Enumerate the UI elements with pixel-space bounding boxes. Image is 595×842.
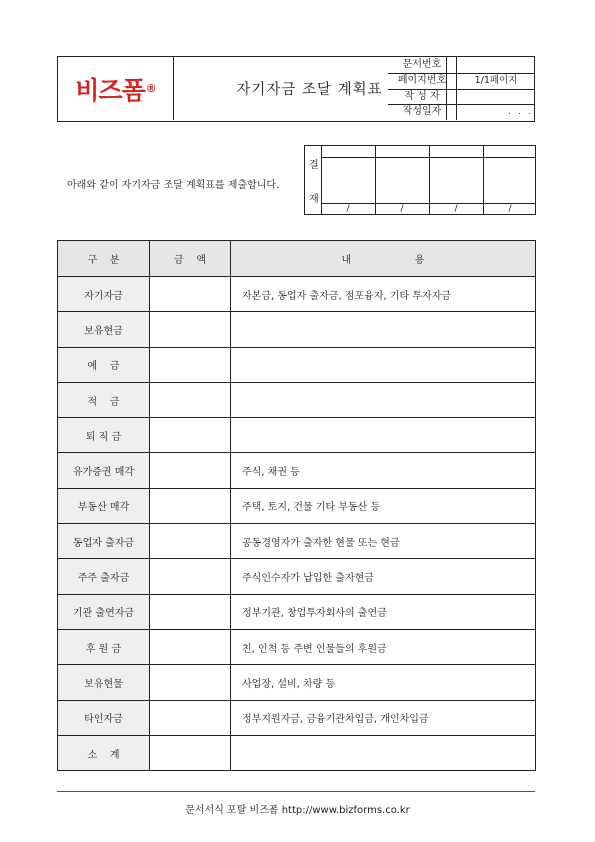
row-category: 타인자금 — [58, 700, 150, 735]
bizforms-logo — [58, 57, 174, 120]
row-category: 기관 출연자금 — [58, 594, 150, 629]
row-content[interactable] — [231, 312, 536, 347]
approval-date-3[interactable]: / — [454, 204, 458, 214]
table-row — [58, 347, 536, 382]
table-row — [58, 488, 536, 523]
row-category: 부동산 매각 — [58, 488, 150, 523]
header-content: 내 용 — [231, 241, 536, 277]
table-row — [58, 665, 536, 700]
header-category: 구 분 — [58, 241, 150, 277]
row-category: 예 금 — [58, 347, 150, 382]
meta-value-author[interactable] — [457, 89, 535, 105]
row-content[interactable]: 친, 인척 등 주변 인물들의 후원금 — [231, 629, 536, 664]
row-category: 주주 출자금 — [58, 559, 150, 594]
row-category: 보유현물 — [58, 665, 150, 700]
row-content[interactable] — [231, 418, 536, 453]
row-amount-cell[interactable] — [150, 277, 231, 312]
row-amount-cell[interactable] — [150, 312, 231, 347]
table-row — [58, 629, 536, 664]
table-row — [58, 559, 536, 594]
row-amount-cell[interactable] — [150, 594, 231, 629]
row-category: 유가증권 매각 — [58, 453, 150, 488]
footer-divider — [57, 791, 535, 792]
meta-label-page-number: 페이지번호 — [397, 74, 447, 86]
row-category: 자기자금 — [58, 277, 150, 312]
row-content[interactable]: 자본금, 동업자 출자금, 점포융자, 기타 투자자금 — [231, 277, 536, 312]
row-category: 동업자 출자금 — [58, 524, 150, 559]
row-content[interactable]: 주택, 토지, 건물 기타 부동산 등 — [231, 488, 536, 523]
table-row — [58, 453, 536, 488]
row-content[interactable] — [231, 735, 536, 770]
table-row — [58, 312, 536, 347]
row-content[interactable]: 정부기관, 창업투자회사의 출연금 — [231, 594, 536, 629]
approval-label-top: 결 — [309, 160, 319, 171]
approval-box — [304, 145, 536, 215]
table-row — [58, 594, 536, 629]
row-content[interactable] — [231, 347, 536, 382]
approval-label — [305, 146, 322, 214]
table-row — [58, 277, 536, 312]
meta-value-doc-number[interactable] — [457, 57, 535, 73]
row-amount-cell[interactable] — [150, 488, 231, 523]
approval-label-bottom: 재 — [309, 194, 319, 205]
meta-value-date[interactable]: . . . — [508, 107, 531, 117]
header-amount: 금 액 — [150, 241, 231, 277]
row-amount-cell[interactable] — [150, 347, 231, 382]
row-content[interactable]: 사업장, 설비, 차량 등 — [231, 665, 536, 700]
table-row — [58, 418, 536, 453]
footer-text: 문서서식 포탈 비즈폼 http://www.bizforms.co.kr — [185, 805, 410, 816]
row-amount-cell[interactable] — [150, 418, 231, 453]
registered-mark: ® — [145, 82, 156, 95]
approval-date-4[interactable]: / — [508, 204, 512, 214]
table-header-row — [58, 241, 536, 277]
row-category: 소 계 — [58, 735, 150, 770]
table-row — [58, 735, 536, 770]
funding-plan-table — [57, 240, 536, 771]
row-amount-cell[interactable] — [150, 665, 231, 700]
row-content[interactable]: 주식, 채권 등 — [231, 453, 536, 488]
row-category: 보유현금 — [58, 312, 150, 347]
row-category: 적 금 — [58, 382, 150, 417]
row-amount-cell[interactable] — [150, 700, 231, 735]
table-row — [58, 382, 536, 417]
logo-text: 비즈폼 — [75, 75, 145, 105]
row-content[interactable]: 주식인수자가 납입한 출자현금 — [231, 559, 536, 594]
table-row — [58, 524, 536, 559]
row-amount-cell[interactable] — [150, 735, 231, 770]
meta-label-date: 작성일자 — [402, 106, 442, 118]
row-content[interactable] — [231, 382, 536, 417]
meta-label-doc-number: 문서번호 — [402, 59, 442, 70]
approval-date-1[interactable]: / — [346, 204, 350, 214]
row-amount-cell[interactable] — [150, 382, 231, 417]
meta-value-page-number: 1/1페이지 — [474, 74, 518, 86]
row-category: 후 원 금 — [58, 629, 150, 664]
table-row — [58, 700, 536, 735]
row-amount-cell[interactable] — [150, 453, 231, 488]
row-amount-cell[interactable] — [150, 559, 231, 594]
intro-text: 아래와 같이 자기자금 조달 계획표를 제출합니다. — [67, 180, 280, 191]
meta-label-author: 작 성 자 — [404, 90, 440, 102]
document-title: 자기자금 조달 계획표 — [173, 57, 447, 120]
row-amount-cell[interactable] — [150, 524, 231, 559]
row-content[interactable]: 공동경영자가 출자한 현물 또는 현금 — [231, 524, 536, 559]
row-amount-cell[interactable] — [150, 629, 231, 664]
approval-date-2[interactable]: / — [400, 204, 404, 214]
row-content[interactable]: 정부지원자금, 금융기관차입금, 개인차입금 — [231, 700, 536, 735]
row-category: 퇴 직 금 — [58, 418, 150, 453]
